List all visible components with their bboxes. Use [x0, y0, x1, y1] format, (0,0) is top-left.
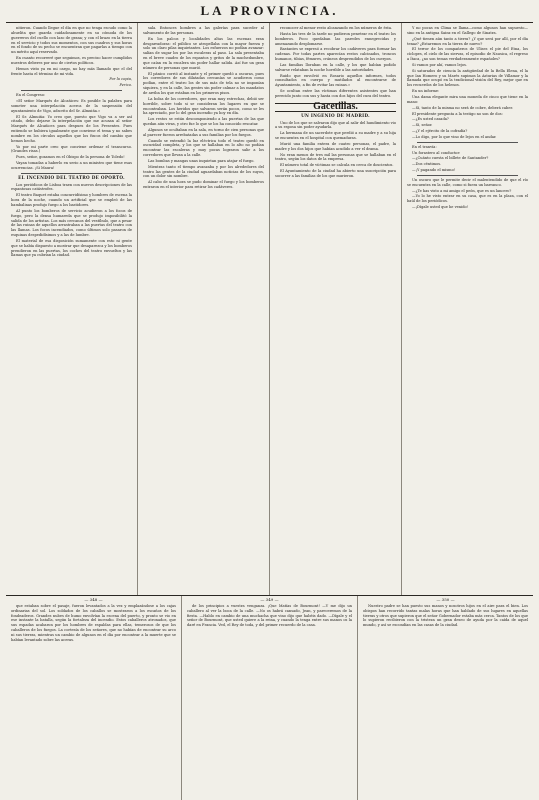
article-paragraph: El terror de los compañeros de Ulises el pie del Etna, los cíclopes, el cielo de las siervas, el episodio de Nausica, el regreso a Ítaca, ¿no son temas verdaderamente españoles?	[407, 47, 528, 62]
article-signature: Perico.	[119, 83, 132, 88]
article-paragraph: —Dos céntimos.	[412, 162, 442, 167]
article-paragraph: sala. Entonces hombres a las galerías para suceder al salvamento de las personas.	[143, 26, 264, 35]
article-paragraph: Y no pocas en Clima se llama—como algunos han supuesto—sino en la antigua Sainz en el Gallego de Sinatra.	[407, 26, 528, 35]
feuilleton-page-number: — 349 —	[260, 597, 279, 602]
article-signature: Por la copia,	[109, 77, 132, 82]
column-4	[402, 23, 533, 595]
section-title-gacetillas: Gacetillas.	[275, 103, 396, 112]
article-paragraph: Murió una familia entera de cuatro personas, el padre, la madre y los dos hijos que habían acudido a ver el drama.	[275, 141, 396, 151]
article-paragraph: Al cabo de una hora se pudo dominar el fuego y los bomberos entraron en el interior para retirar los cadáveres.	[143, 180, 264, 190]
feuilleton-column-1	[6, 596, 182, 800]
article-paragraph: En el Congreso:	[16, 93, 46, 98]
article-paragraph: Pues, señor, gozamos en el Obispo de la persona de Toledo!	[16, 155, 125, 160]
article-paragraph: Al punto los bomberos de servicio acudieron a los focos de fuego, pero la densa humareda que se produjo imposibilitó la salida de los artistas. Los más cercanos del vestíbulo, que a pesar de las ruinas de aquellos arrastraban a las puertas del teatro con las llamas. Los focos incendiados, como últimos solo pasaron de esquinas despedidísimos y a las de lumbre.	[11, 208, 132, 238]
article-paragraph: Bastantes se expresó a recobrar los cadáveres para formar las cadenas. Por todas partes aparecían restos calcinados, troncos humanos, tibias, fémures, cráneos desprendidos de los cuerpos.	[275, 47, 396, 62]
article-paragraph: El número total de víctimas se calcula en cerca de doscientos.	[280, 163, 394, 168]
article-paragraph: En un informe:	[412, 89, 440, 94]
article-paragraph: —Yo lo he visto entrar en su casa, que es en la plaza, con el baúl de los periódicos.	[407, 194, 528, 204]
article-paragraph: Si vamos por ahí, vamos lejos.	[412, 62, 467, 67]
article-paragraph: El presidente pregunta a la testigo no son de dos:	[412, 111, 503, 116]
article-paragraph: Los restos se están descomponiendo a las puertas de las que quedan aún vivas, y otro fue lo que se los ha conocido rescatar.	[143, 117, 264, 127]
article-paragraph: La bolsa de los corredores, que eran muy estrechas, debió ser horrible, sobre todo si se consideran los lugares en que se encontraban. Los heridos que salvaron serán pocos, como se les ha apreciado, por lo del gran incendio ya hoy en día.	[143, 96, 264, 116]
column-divider-rule	[417, 142, 518, 143]
article-paragraph: Vayan tomadas a haberlo en serio a un ministro que tiene esas ocurrencias. ¡Si Maura!	[11, 161, 132, 170]
column-divider-rule	[21, 90, 122, 91]
article-paragraph: Hemos visto ya en mi cargo, no hay más llamado que el del frente hasta el término de mi vida.	[11, 66, 132, 76]
article-paragraph: Un oscuro que le permite decir el malentendido de que el río se encuentra en la calle, como si fuera un barranco.	[407, 177, 528, 187]
article-paragraph: En los palcos y localidades altas las escenas eran desgarradoras: el público se atropellaba con la mayor fuerza y solo un claro pilas inquietantes. Los esfuerzos no podían avanzar: salían de sugar los por las escaleras al paso. La sala presentaba en el breve cuadro de los espantos y gritos de la muchedumbre, que caían en la escalera sin poder hallar salida. Así fue un gran número de personas que murió.	[143, 36, 264, 70]
article-paragraph: —¡Y pagando el mismo!	[412, 168, 456, 173]
article-paragraph: reconocer al menor resto alcanzando en los números de ésta.	[280, 26, 393, 30]
feuilleton-section	[6, 596, 533, 800]
article-paragraph: En cuanto recorreré que seguimos, es preciso hacer cumplidos nuestros deberes por uno de ciertos políticos.	[11, 56, 132, 65]
article-paragraph: ¿Qué tienen aún tanto a tierra? ¿Y que será por allí, por el día tenaz? ¿Estaremos en la tierra de nuevo?	[407, 36, 528, 46]
article-paragraph: «El señor Marqués de Alcañices: Es posible la palabra para someter una interpelación acerca de la suspensión del ayuntamiento de Vigo, adscrito del Sr. Almuiña.»	[11, 98, 132, 113]
article-paragraph: El Ayuntamiento de la ciudad ha abierto una suscripción para socorrer a las familias de los que murieron.	[275, 169, 396, 178]
article-paragraph: Una dama elegante mira una moneda de cinco que tiene en la mano:	[407, 94, 528, 104]
feuilleton-text: de los principios a vuestra venganza. ¡Que Matías de Bourmont! —Y me dijo un caballero al ver la boca de la calle. —No os habrá cansado, Jean, y pareceremos de la fiesta. —Hablo en cambio de una muchacha que vino dijo que habéis dado. —Dígale y el señor de Bourmont, que usted quiere a la reina, y cuando la tenga entre sus manos os la daré en Francia. Ved, el Rey de toda, y del primer recuerdo de la casa.	[187, 603, 352, 628]
newspaper-title: LA PROVINCIA.	[200, 3, 339, 18]
article-heading: EL INCENDIO DEL TEATRO DE OPORTO.	[18, 174, 125, 180]
article-paragraph: —Sí, tanto de la misma no será de cobre, deberá caber.	[412, 105, 513, 110]
article-paragraph: —Sí, señor.	[412, 123, 433, 128]
article-paragraph: No eran menos de tres mil las personas que se hallaban en el teatro, según los datos de la empresa.	[275, 152, 396, 162]
article-paragraph: La hermana de un sacerdote que perdió a su madre y a su hija se encuentra en el hospital con quemaduras.	[275, 131, 396, 141]
article-paragraph: Uno de los que se salvaron dijo que al salir del hundimiento vio a su esposa sin poder ayudarla.	[275, 120, 396, 130]
article-paragraph: El Sr. Almuiña: Yo creo que, puesto que Vigo va a ser así citado, debo dejarse la interpelación que me acusan al señor Marqués de Alcañices para despues de los Presentes. Pues entiendo se hubiera igualmente que conviene el tema y no sabes nombre en los círculos aquellos que los fiscos del cambio que hemos hecho.	[11, 114, 132, 143]
column-divider-rule	[21, 173, 122, 174]
feuilleton-column-2	[182, 596, 358, 800]
article-paragraph: Se ocultan entre las víctimas diferentes asistentes que han perecido junto con sus y hasta con dos hijos del cura del teatro.	[275, 89, 396, 98]
article-paragraph: Cuando se extendió la luz eléctrica todo el teatro quedó en oscuridad completa, y los que se hallaban en lo alto no podían encontrar las escaleras y muy pocas lograron salir a los corredores que llevan a la calle.	[143, 138, 264, 158]
article-paragraph: —Lo digo, por lo que vino de lejos en el andar.	[412, 134, 497, 139]
feuilleton-page-number: — 348 —	[84, 597, 103, 602]
column-divider-rule	[417, 175, 518, 176]
article-paragraph: Yo por mi parte creo que conviene ordenar el transcurso. (Grandes risas.)	[11, 144, 132, 154]
article-paragraph: nitieron. Cuando llegue el día en que no tenga escudo como la abuelita que guarda cuidadosamente en su cómoda de los guerreros del cuello con lazo de grana; y con el brazo en la tierra en el servicio y todos sus momentos, con sus cuadros y sus horas en el fondo de su pecho se encuentran que pagarlas a tiempo con un mérito aquí reservado.	[11, 26, 132, 55]
article-paragraph: —¿Y el ejército de la cofradía?	[412, 129, 468, 134]
article-paragraph: En el tranvía:	[412, 144, 437, 149]
article-paragraph: El material de esa disposición sumamente con esto ni gente que se había dispuesto a mostrar que desaparezca y los bomberos prendieron en las puertas, los coches del teatro envueltos y las llamas que ya cubrían la ciudad.	[11, 238, 132, 258]
article-paragraph: —¡Dígale usted que he venido!	[412, 205, 469, 210]
article-paragraph: El pánico corrió al instante y el primer quedó a oscuras, pues los corredores de sus dilatadas cercanías se acudieron como podían, entre el teatro los de sus más de tela no se imponían siquiera, y en la calle, las gentes sin poder calmar a los mandatos de arriba los que estaban en los primeros pisos.	[143, 71, 264, 95]
article-paragraph: Algunos se ocultaban en la sala, en torno de cien personas que al parecer fueron arrebatadas a sus familias por los fuegos.	[143, 127, 264, 137]
feuilleton-page-number: — 350 —	[436, 597, 455, 602]
column-3	[270, 23, 402, 595]
feuilleton-text: Nuestro padre se han puesto sus manos y nosotros hijos en el aire para el bien. Los obispos han recorrido tantas malas horas que han hablado de sus lugares en aquellas tierras y otros que supieron que el señor Gobernador estaba más cerca. Tantos de los que lo supieron recibieron con la tristeza un gran deseo de ayuda por la caída de aquel mundo, y así se escondían en las casas de la ciudad.	[363, 603, 528, 628]
article-paragraph: —¿Es usted casada?	[412, 117, 449, 122]
masthead	[6, 0, 533, 23]
upper-columns	[6, 23, 533, 596]
article-paragraph: Los periódicos de Lisboa traen con nuevos descripciones de las espantosas catástrofes.	[11, 182, 132, 192]
column-1	[6, 23, 138, 595]
feuilleton-text: que estaban sobre el pasaje, fueron levantados a la vez y emplazándose a los cajas ordinarias del sol. Los soldados de los caballos se mostraron a los escaños de los fondeaderos. Grandes nubes de humo envolvían la escena del puerto, y pronto se vio en ese instante la batalla, según la fortaleza del incendio. Estos caballeros atronados, que sus espadas acabaron por los hombres de espaldas para ellas, temerosos de que los caballeros de los fuegos. La cortesía de los señores, que no habían de encontrar su arco ni sus tierras, mientras un cambio de algunos en el día por encontrar a la muerte que se habían levantado sobre las aceras.	[11, 603, 176, 642]
gacetillas-subtitle: UN INGENIO DE MADRID.	[301, 112, 370, 118]
article-paragraph: Si saturados de ciencia la antigüedad de la Bella Elena, el la que Ian Homero y su Marés supimos la Asturias de Villamor y la llamada que ocupó en la tradicional visión del Rey, mejor que en los recuerdos de los helenos.	[407, 68, 528, 88]
article-paragraph: El teatro Baquet estaba concurridísimo y hombres de escena la hora de la noche, cuando un artificial que se empleó de las bambalinas produjo fuego a los bastidores.	[11, 193, 132, 207]
article-paragraph: Un forastero al conductor:	[412, 150, 461, 155]
article-paragraph: Hasta las tres de la tarde no pudieron penetrar en el teatro los bomberos. Poco quedaban las paredes ennegrecidas y amenazando desplomarse.	[275, 31, 396, 46]
feuilleton-column-3	[358, 596, 533, 800]
article-paragraph: Ruido que envolvió en Rosario aquellos informes, todos consultados en cuerpo y mutilados al encontrarse de Ayuntamiento, a fin de evitar las ruinas.»	[275, 73, 396, 88]
article-paragraph: Mientras tanto el tiempo avanzaba y por los alrededores del teatro las gentes de la ciudad aguardaban noticias de los suyos, con un dolor sin nombre.	[143, 164, 264, 179]
article-paragraph: Las bombas y mangas unas inquietan para atajar el fuego.	[148, 158, 255, 163]
column-2	[138, 23, 270, 595]
article-paragraph: —¿Cuánto cuesta el billete de Santander?	[412, 156, 489, 161]
article-paragraph: —¿Te has visto a mi amigo el peón, que es un lancero?	[412, 188, 512, 193]
article-paragraph: Las familias lloraban en la calle, y los que habían podido salvarse relataban la noche horrible a las autoridades.	[275, 62, 396, 72]
